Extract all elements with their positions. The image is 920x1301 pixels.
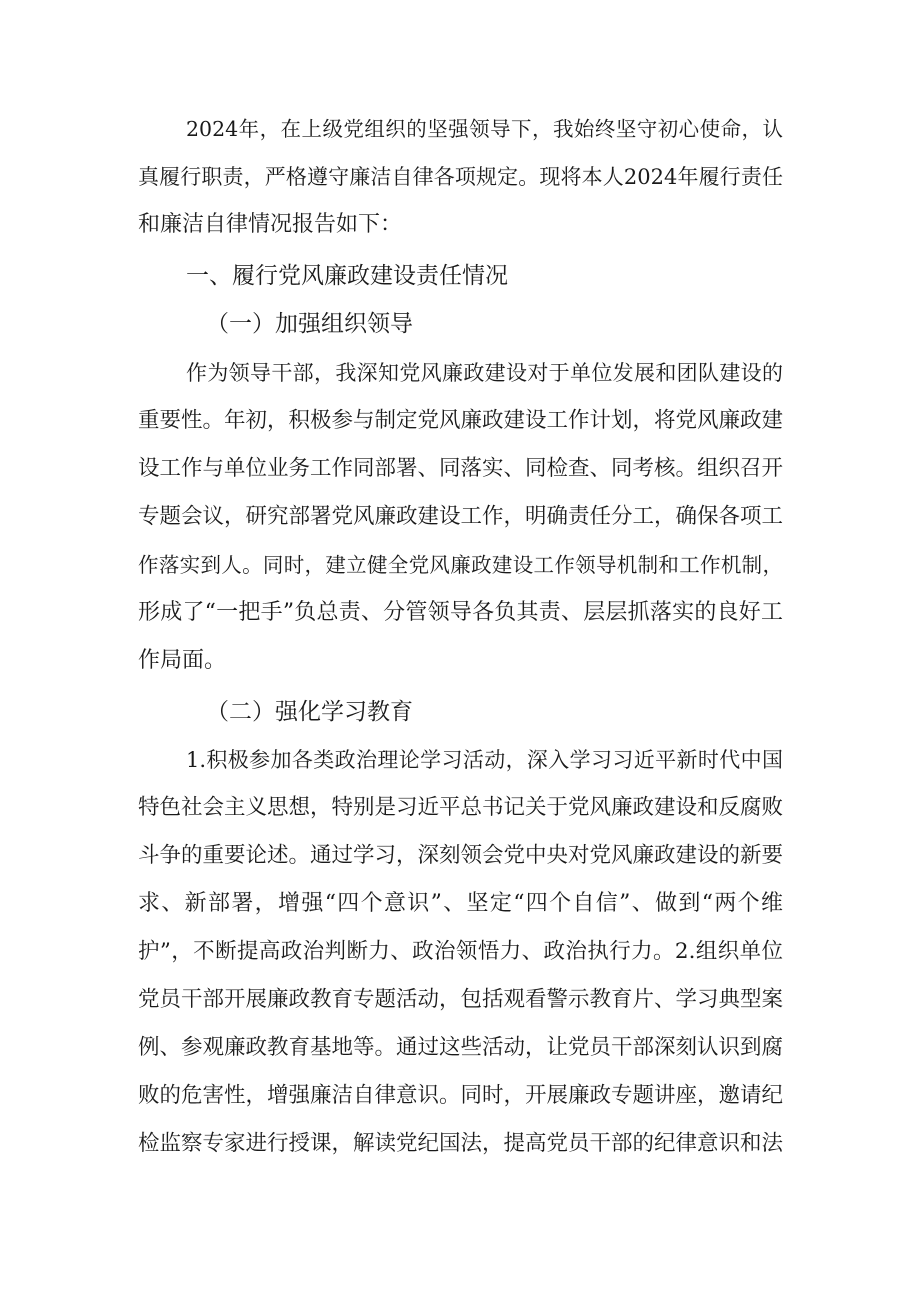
subsection-2-heading: （二）强化学习教育 [206,699,413,725]
intro-line-3: 和廉洁自律情况报告如下： [138,212,403,237]
subsection-2-line-8: 败的危害性，增强廉洁自律意识。同时，开展廉政专题讲座，邀请纪 [138,1083,784,1108]
subsection-1-heading: （一）加强组织领导 [206,311,413,337]
subsection-2-line-7: 例、参观廉政教育基地等。通过这些活动，让党员干部深刻认识到腐 [138,1035,784,1060]
subsection-1-line-4: 专题会议，研究部署党风廉政建设工作，明确责任分工，确保各项工 [138,504,784,529]
intro-line-1: 2024年，在上级党组织的坚强领导下，我始终坚守初心使命，认 [186,117,783,141]
subsection-2-line-2: 特色社会主义思想，特别是习近平总书记关于党风廉政建设和反腐败 [138,795,784,820]
intro-line-2: 真履行职责，严格遵守廉洁自律各项规定。现将本人2024年履行责任 [138,165,783,189]
subsection-1-line-5: 作落实到人。同时，建立健全党风廉政建设工作领导机制和工作机制， [138,553,783,577]
subsection-2-line-1: 1.积极参加各类政治理论学习活动，深入学习习近平新时代中国 [186,748,783,772]
subsection-1-line-1: 作为领导干部，我深知党风廉政建设对于单位发展和团队建设的 [186,361,783,385]
subsection-2-line-3: 斗争的重要论述。通过学习，深刻领会党中央对党风廉政建设的新要 [138,843,784,868]
subsection-2-line-4: 求、新部署，增强“四个意识”、坚定“四个自信”、做到“两个维 [138,891,783,916]
section-1-heading: 一、履行党风廉政建设责任情况 [186,263,508,289]
subsection-1-line-6: 形成了“一把手”负总责、分管领导各负其责、层层抓落实的良好工 [138,600,783,625]
subsection-1-line-2: 重要性。年初，积极参与制定党风廉政建设工作计划，将党风廉政建 [138,408,784,433]
subsection-2-line-6: 党员干部开展廉政教育专题活动，包括观看警示教育片、学习典型案 [138,987,784,1012]
subsection-1-line-3: 设工作与单位业务工作同部署、同落实、同检查、同考核。组织召开 [138,456,784,481]
subsection-1-line-7: 作局面。 [138,648,227,673]
subsection-2-line-5: 护”，不断提高政治判断力、政治领悟力、政治执行力。2.组织单位 [138,939,783,964]
subsection-2-line-9: 检监察专家进行授课，解读党纪国法，提高党员干部的纪律意识和法 [138,1131,784,1156]
